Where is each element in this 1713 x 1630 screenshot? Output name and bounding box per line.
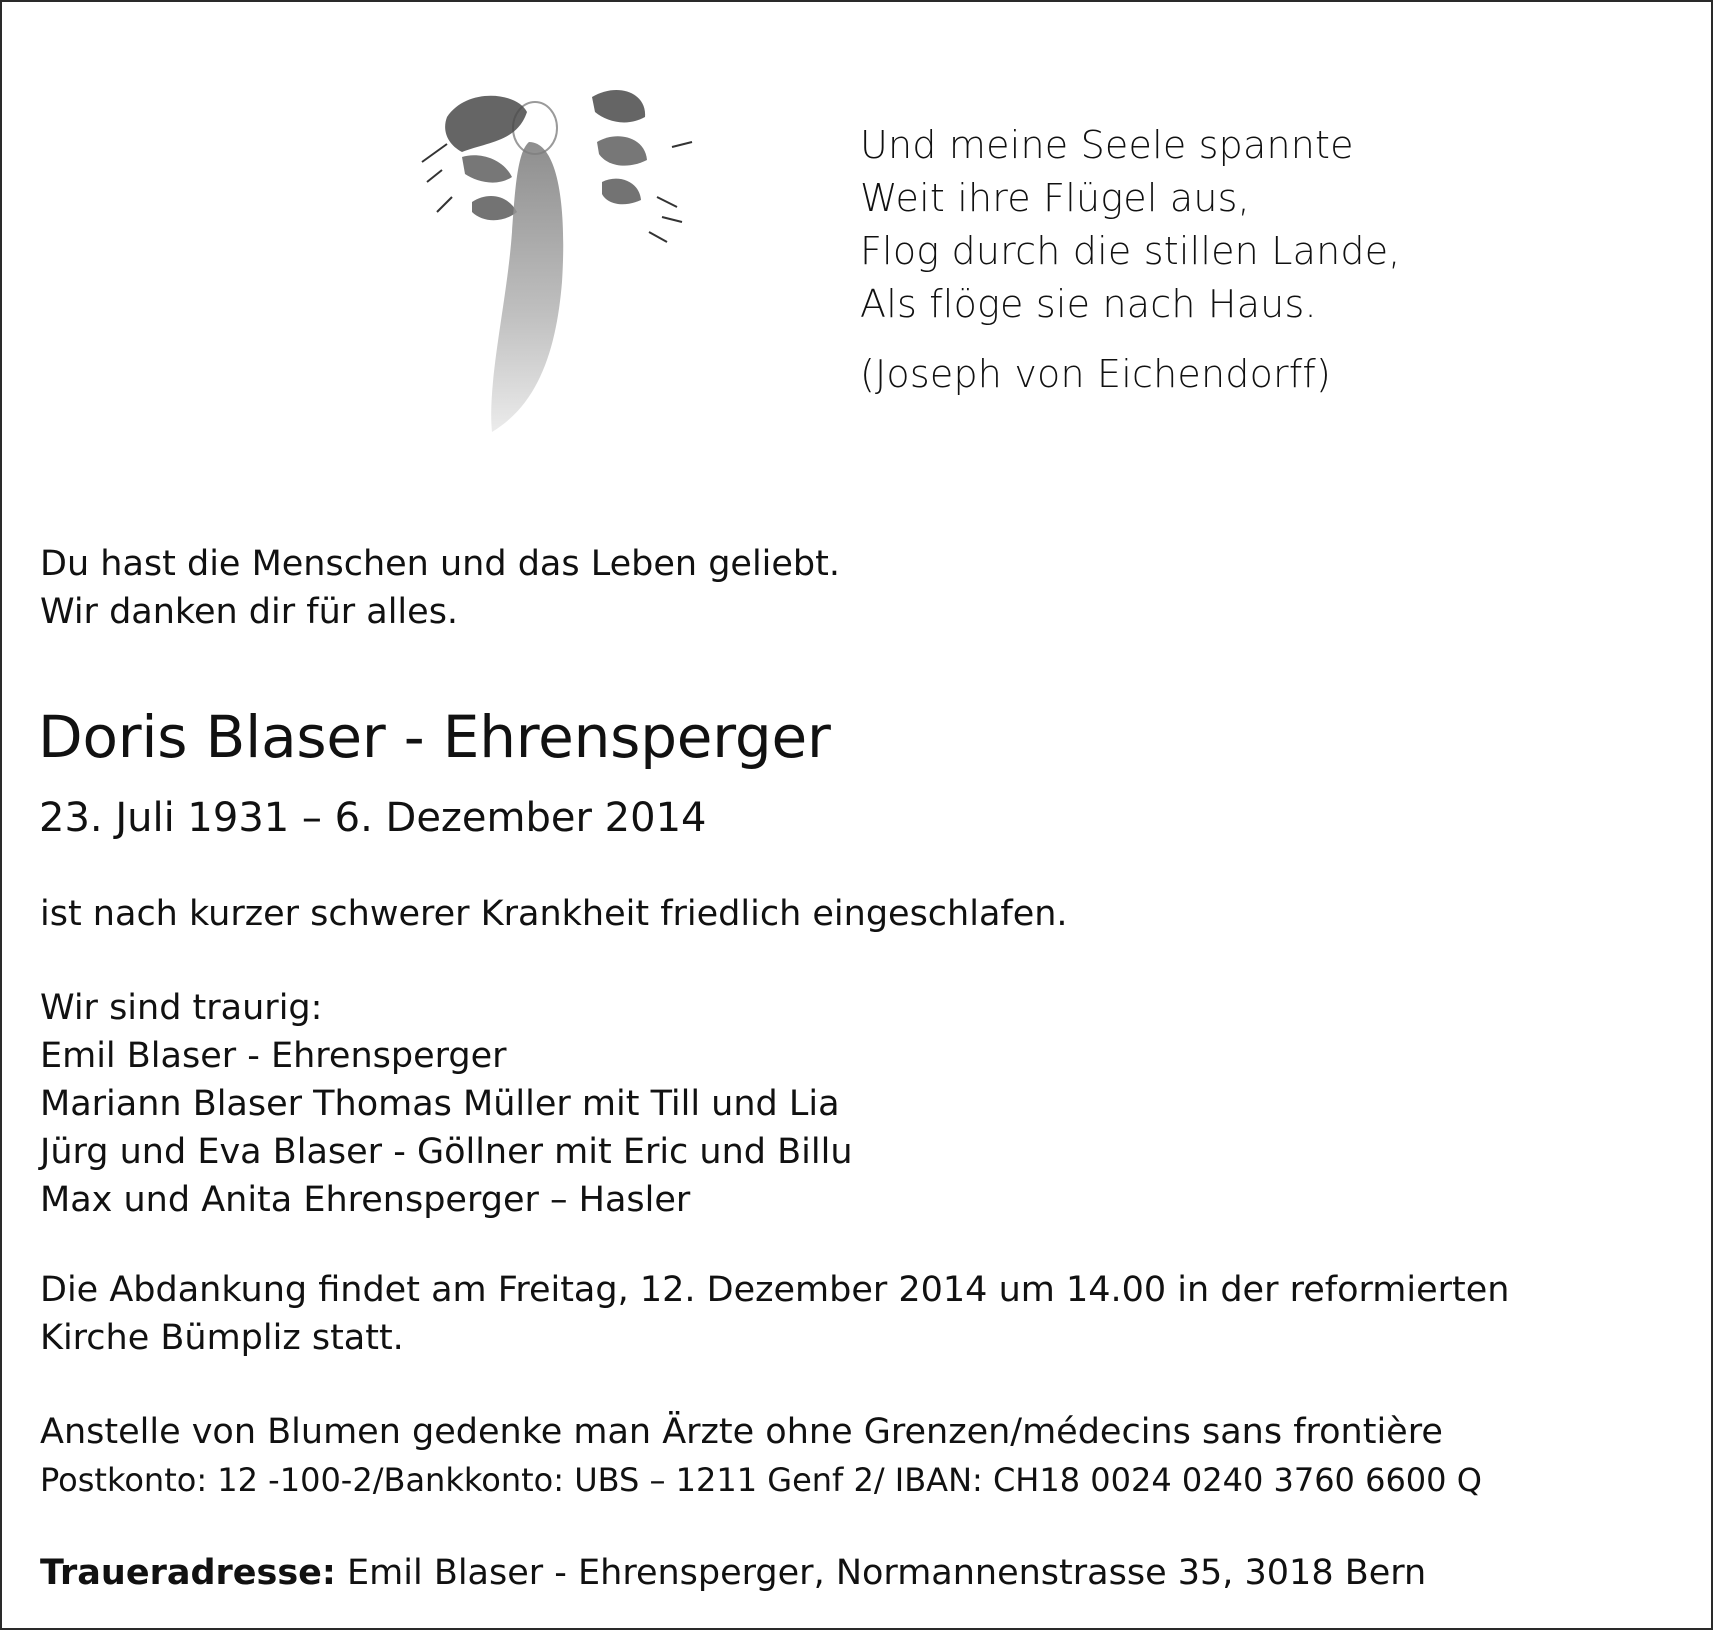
- mourner-name: Mariann Blaser Thomas Müller mit Till und Lia: [40, 1084, 840, 1124]
- intro-line: Du hast die Menschen und das Leben geliebt.: [40, 544, 840, 584]
- intro-line: Wir danken dir für alles.: [40, 592, 459, 632]
- mourner-name: Max und Anita Ehrensperger – Hasler: [40, 1180, 691, 1220]
- donation-notice: [40, 1408, 1482, 1504]
- angel-illustration: [417, 82, 737, 462]
- funeral-line: Die Abdankung findet am Freitag, 12. Dezember 2014 um 14.00 in der reformierten: [40, 1270, 1510, 1310]
- poem-line: Weit ihre Flügel aus,: [860, 176, 1250, 220]
- funeral-line: Kirche Bümpliz statt.: [40, 1318, 404, 1358]
- mourner-name: Jürg und Eva Blaser - Göllner mit Eric und Billu: [40, 1132, 853, 1172]
- life-dates: 23. Juli 1931 – 6. Dezember 2014: [39, 795, 707, 841]
- address-text: Emil Blaser - Ehrensperger, Normannenstrasse 35, 3018 Bern: [335, 1553, 1427, 1593]
- mourner-name: Emil Blaser - Ehrensperger: [40, 1036, 507, 1076]
- mourners-list: [40, 984, 853, 1224]
- mourners-heading: Wir sind traurig:: [40, 988, 323, 1028]
- intro-text: [40, 540, 840, 636]
- statement: ist nach kurzer schwerer Krankheit friedlich eingeschlafen.: [40, 894, 1068, 934]
- poem: [860, 119, 1401, 401]
- address-label: Traueradresse:: [40, 1553, 336, 1593]
- mourning-address: [40, 1549, 1426, 1597]
- donation-line: Postkonto: 12 -100-2/Bankkonto: UBS – 1211 Genf 2/ IBAN: CH18 0024 0240 3760 6600 Q: [40, 1461, 1482, 1499]
- poem-line: Als flöge sie nach Haus.: [860, 282, 1317, 326]
- poem-line: Flog durch die stillen Lande,: [860, 229, 1401, 273]
- donation-line: Anstelle von Blumen gedenke man Ärzte ohne Grenzen/médecins sans frontière: [40, 1412, 1443, 1452]
- deceased-name: Doris Blaser - Ehrensperger: [38, 703, 831, 771]
- funeral-notice: [40, 1266, 1509, 1362]
- poem-line: Und meine Seele spannte: [860, 123, 1354, 167]
- poem-author: (Joseph von Eichendorff): [860, 352, 1332, 396]
